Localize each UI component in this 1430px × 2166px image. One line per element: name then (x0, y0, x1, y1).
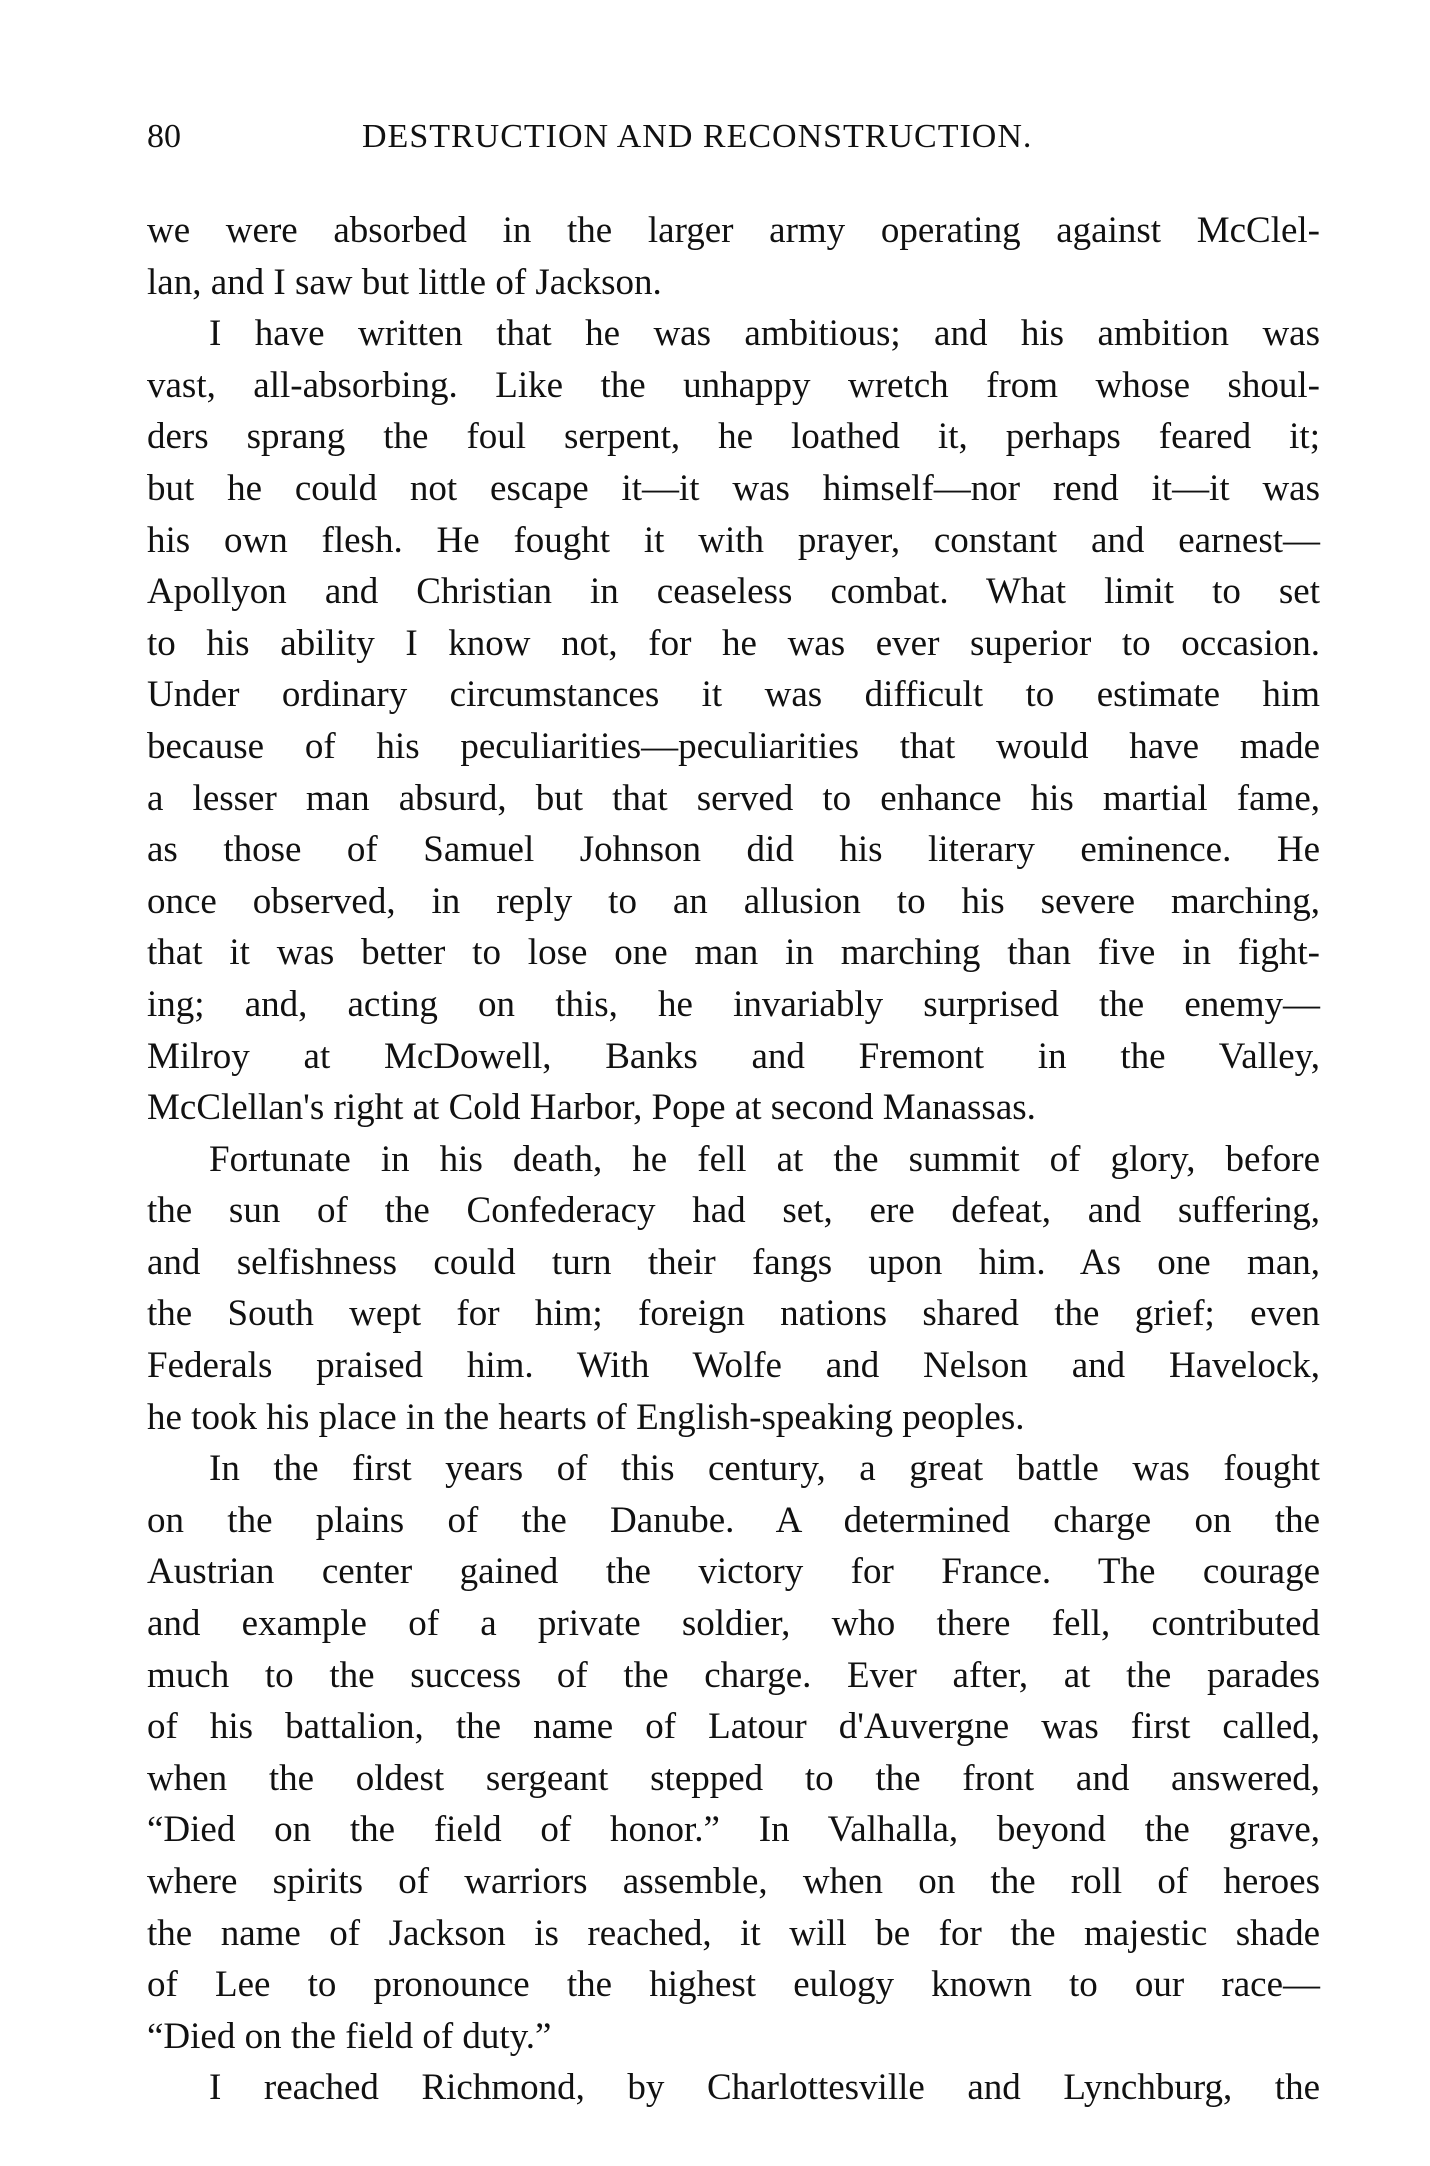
text-line: ders sprang the foul serpent, he loathed it, perhaps feared it; (147, 416, 1320, 458)
text-line: Under ordinary circumstances it was difficult to estimate him (147, 674, 1320, 716)
text-line: to his ability I know not, for he was ever superior to occasion. (147, 622, 1320, 664)
text-line: Federals praised him. With Wolfe and Nelson and Havelock, (147, 1345, 1320, 1387)
text-line: on the plains of the Danube. A determined charge on the (147, 1499, 1320, 1541)
text-line: Apollyon and Christian in ceaseless combat. What limit to set (147, 571, 1320, 613)
text-line: the sun of the Confederacy had set, ere defeat, and suffering, (147, 1190, 1320, 1232)
text-line: and selfishness could turn their fangs upon him. As one man, (147, 1241, 1320, 1283)
text-line: he took his place in the hearts of English-speaking peoples. (147, 1396, 1025, 1438)
text-line: as those of Samuel Johnson did his literary eminence. He (147, 829, 1320, 871)
page-number: 80 (147, 118, 181, 155)
text-line: Milroy at McDowell, Banks and Fremont in the Valley, (147, 1035, 1320, 1077)
text-line: In the first years of this century, a great battle was fought (209, 1448, 1320, 1490)
text-line: of his battalion, the name of Latour d'Auvergne was first called, (147, 1706, 1320, 1748)
text-line: “Died on the field of honor.” In Valhalla, beyond the grave, (147, 1809, 1320, 1851)
text-line: vast, all-absorbing. Like the unhappy wretch from whose shoul- (147, 364, 1320, 406)
text-line: Austrian center gained the victory for France. The courage (147, 1551, 1320, 1593)
text-line: where spirits of warriors assemble, when on the roll of heroes (147, 1861, 1320, 1902)
text-line: we were absorbed in the larger army operating against McClel- (147, 210, 1320, 251)
text-line: the South wept for him; foreign nations shared the grief; even (147, 1293, 1320, 1335)
text-line: McClellan's right at Cold Harbor, Pope at second Manassas. (147, 1087, 1036, 1129)
text-line: lan, and I saw but little of Jackson. (147, 261, 662, 303)
text-line: Fortunate in his death, he fell at the summit of glory, before (209, 1138, 1320, 1180)
body-text (147, 205, 1320, 2114)
text-line: and example of a private soldier, who there fell, contributed (147, 1603, 1320, 1645)
text-line: “Died on the field of duty.” (147, 2015, 552, 2057)
text-line: much to the success of the charge. Ever after, at the parades (147, 1654, 1320, 1696)
text-line: the name of Jackson is reached, it will be for the majestic shade (147, 1912, 1320, 1954)
text-line: a lesser man absurd, but that served to enhance his martial fame, (147, 777, 1320, 819)
text-line: because of his peculiarities—peculiarities that would have made (147, 725, 1320, 767)
text-line: his own flesh. He fought it with prayer, constant and earnest— (147, 519, 1320, 561)
text-line: once observed, in reply to an allusion to his severe marching, (147, 880, 1320, 922)
text-line: when the oldest sergeant stepped to the front and answered, (147, 1757, 1320, 1799)
running-head: DESTRUCTION AND RECONSTRUCTION. (362, 118, 1033, 155)
text-line: ing; and, acting on this, he invariably surprised the enemy— (147, 983, 1320, 1025)
text-line: that it was better to lose one man in marching than five in fight- (147, 932, 1320, 974)
text-line: but he could not escape it—it was himself—nor rend it—it was (147, 467, 1320, 509)
page-header (147, 118, 1320, 168)
text-line: of Lee to pronounce the highest eulogy known to our race— (147, 1964, 1320, 2006)
text-line: I reached Richmond, by Charlottesville and Lynchburg, the (209, 2067, 1320, 2109)
text-line: I have written that he was ambitious; and his ambition was (209, 313, 1320, 355)
